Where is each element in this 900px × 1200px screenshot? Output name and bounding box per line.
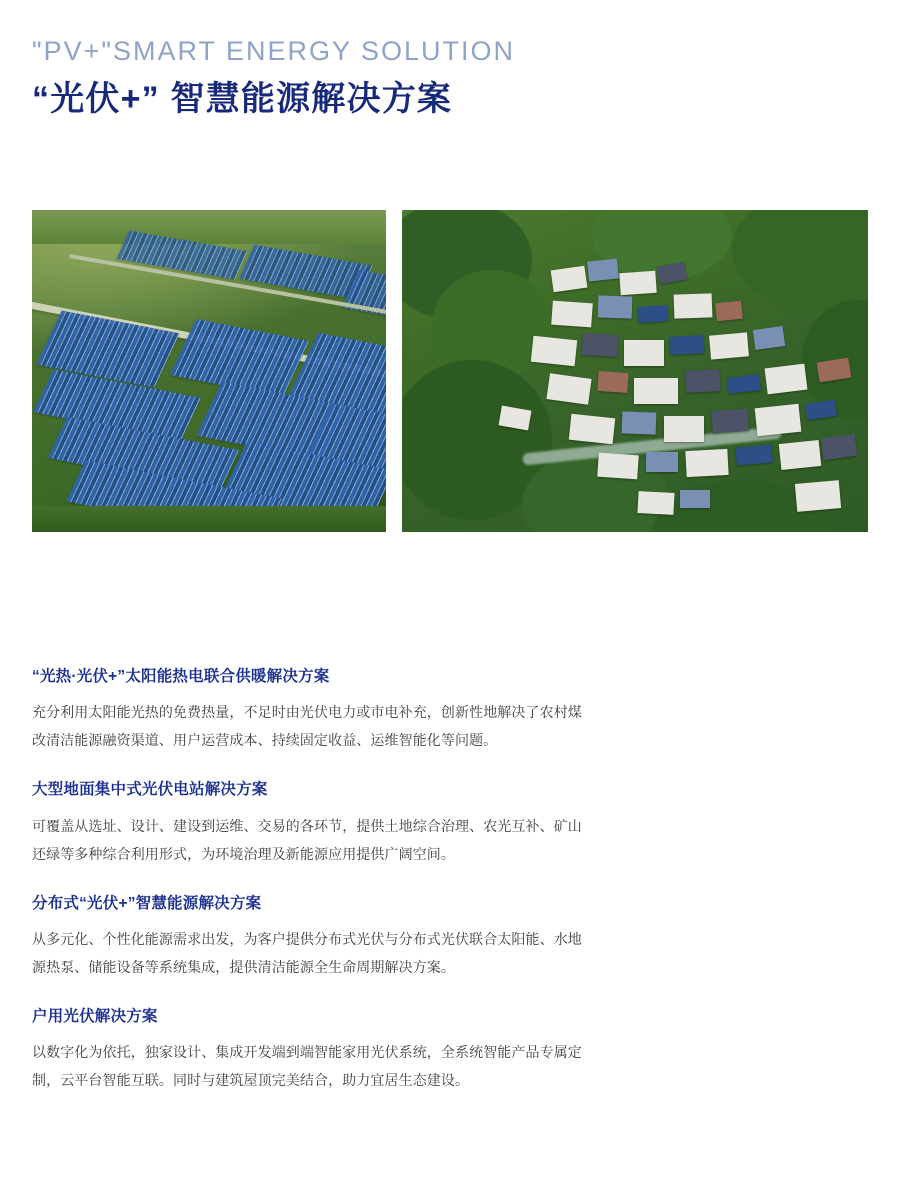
village-house-roof [587,258,619,281]
solution-section [32,778,832,867]
solution-title: 分布式“光伏+”智慧能源解决方案 [32,894,262,912]
village-house [551,301,593,328]
village-house-roof [821,434,858,461]
village-house-roof [753,326,785,350]
solution-section [32,665,832,754]
village-house-roof [597,371,628,393]
solution-title: “光热·光伏+”太阳能热电联合供暖解决方案 [32,668,330,685]
village-house [551,266,588,293]
photo-band [32,210,868,532]
aerial-solar-farm-photo [32,210,386,532]
village-house-roof [598,295,633,318]
grass-strip-top [32,210,386,244]
village-house-roof [622,411,657,434]
village-house [531,336,577,366]
rooftop-solar-panel [727,374,760,393]
solution-section [32,1005,832,1094]
village-house [755,404,802,436]
village-house-roof [685,369,720,393]
solution-section [32,892,832,981]
village-house [624,340,664,366]
page-title-chinese: “光伏+” 智慧能源解决方案 [32,80,453,119]
village-house-roof [581,333,618,357]
village-house [765,364,808,395]
rooftop-solar-panel [670,335,705,355]
village-house [795,480,841,512]
village-house [674,293,713,318]
solution-body: 可覆盖从选址、设计、建设到运维、交易的各环节，提供土地综合治理、农光互补、矿山还绿等多种综合利用形式，为环境治理及新能源应用提供广阔空间。 [32,817,582,862]
rooftop-solar-panel [735,444,772,465]
solution-body: 以数字化为依托，独家设计、集成开发端到端智能家用光伏系统，全系统智能产品专属定制，云平台智能互联。同时与建筑屋顶完美结合，助力宜居生态建设。 [32,1044,582,1088]
village-house [634,378,678,404]
solution-body: 充分利用太阳能光热的免费热量，不足时由光伏电力或市电补充，创新性地解决了农村煤改清洁能源融资渠道、用户运营成本、持续固定收益、运维智能化等问题。 [32,704,582,749]
solution-title: 户用光伏解决方案 [32,1007,158,1025]
page-title-english: "PV+"SMART ENERGY SOLUTION [32,36,516,66]
village-house-roof [680,490,710,508]
village-house [779,440,821,470]
rooftop-solar-panel [637,305,668,323]
village-house [597,453,639,480]
solution-title: 大型地面集中式光伏电站解决方案 [32,781,268,799]
village-house [685,449,728,477]
village-house-roof [646,452,678,472]
village-house-roof [711,409,748,433]
grass-strip-bottom [32,506,386,532]
village-house [664,416,704,442]
village-house [637,491,674,515]
village-house [709,332,749,359]
page-header [32,0,868,120]
solutions-list [32,665,832,1094]
solution-body: 从多元化、个性化能源需求出发，为客户提供分布式光伏与分布式光伏联合太阳能、水地源热泵、储能设备等系统集成，提供清洁能源全生命周期解决方案。 [32,930,582,975]
village-house-roof [715,301,743,322]
village-house [569,414,615,444]
aerial-village-rooftop-pv-photo [402,210,868,532]
village-house [619,271,656,295]
